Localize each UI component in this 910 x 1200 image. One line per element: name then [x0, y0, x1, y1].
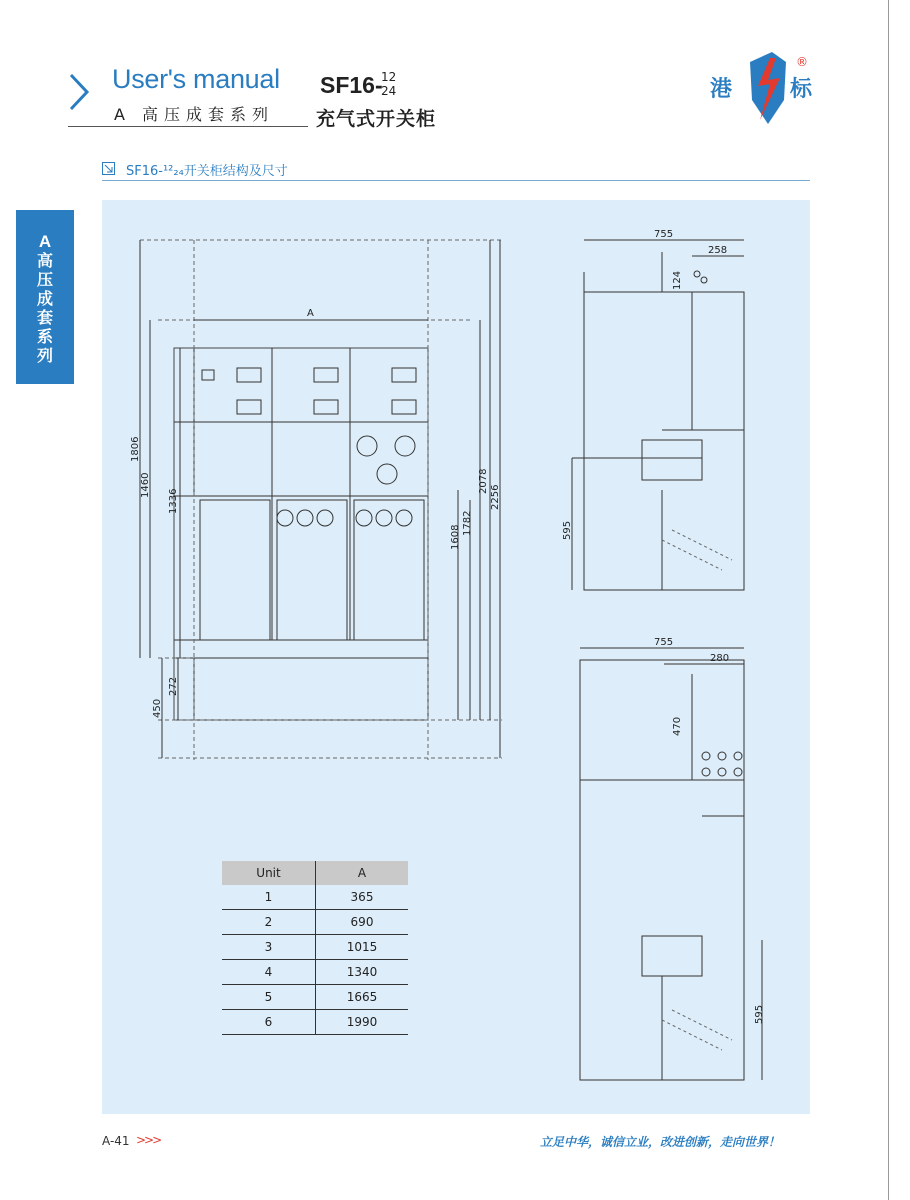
- table-cell-a: 1340: [316, 960, 409, 985]
- page-edge-line: [888, 0, 889, 1200]
- table-cell-unit: 6: [222, 1010, 316, 1035]
- dim-450: 450: [152, 698, 163, 718]
- dim-side-755: 755: [654, 229, 674, 240]
- dim-272: 272: [168, 676, 179, 696]
- page-number: A-41: [102, 1134, 130, 1148]
- switchgear-drawing: [102, 200, 810, 1114]
- model-voltage-bottom: 24: [381, 84, 397, 98]
- side-tab-letter: A: [38, 232, 52, 251]
- section-title: SF16-¹²₂₄开关柜结构及尺寸: [126, 164, 288, 179]
- table-cell-a: 1015: [316, 935, 409, 960]
- page-arrows: >>>: [136, 1133, 161, 1147]
- dim-side2-595: 595: [754, 1004, 765, 1024]
- svg-text:®: ®: [796, 55, 808, 69]
- dim-1336: 1336: [168, 488, 179, 514]
- arrow-box-icon: [102, 162, 115, 175]
- dim-2078: 2078: [478, 468, 489, 494]
- brand-logo: [710, 48, 820, 130]
- table-cell-unit: 1: [222, 885, 316, 910]
- table-row: [222, 885, 408, 910]
- dim-side2-755: 755: [654, 637, 674, 648]
- section-rule: [102, 180, 810, 181]
- table-cell-a: 1990: [316, 1010, 409, 1035]
- svg-text:港: 港: [710, 77, 733, 102]
- table-cell-a: 365: [316, 885, 409, 910]
- svg-text:标: 标: [790, 77, 813, 102]
- unit-width-table: [222, 861, 408, 1035]
- series-subtitle: A 高压成套系列: [114, 105, 275, 124]
- table-cell-unit: 4: [222, 960, 316, 985]
- model-voltage-top: 12: [381, 70, 397, 84]
- table-row: [222, 985, 408, 1010]
- dim-1460: 1460: [140, 472, 151, 498]
- front-cabinet-outline: [174, 348, 428, 720]
- table-header-row: [222, 861, 408, 885]
- table-row: [222, 935, 408, 960]
- table-header-unit: Unit: [222, 861, 316, 885]
- model-description: 充气式开关柜: [316, 108, 437, 130]
- table-row: [222, 910, 408, 935]
- header-rule: [68, 126, 308, 127]
- table-cell-unit: 5: [222, 985, 316, 1010]
- dim-1608: 1608: [450, 524, 461, 550]
- dim-side2-470: 470: [672, 716, 683, 736]
- dim-side-124: 124: [672, 270, 683, 290]
- dim-top-width: A: [307, 308, 314, 319]
- table-cell-a: 1665: [316, 985, 409, 1010]
- table-cell-a: 690: [316, 910, 409, 935]
- company-slogan: 立足中华，诚信立业，改进创新，走向世界！: [540, 1135, 781, 1149]
- chevron-right-icon: [68, 72, 90, 112]
- table-cell-unit: 2: [222, 910, 316, 935]
- table-row: [222, 1010, 408, 1035]
- model-name: SF16-: [320, 72, 383, 98]
- side-tab-label: 高压成套系列: [36, 251, 53, 365]
- dim-2256: 2256: [490, 484, 501, 510]
- dim-1782: 1782: [462, 510, 473, 536]
- dim-side-595: 595: [562, 520, 573, 540]
- table-row: [222, 960, 408, 985]
- table-cell-unit: 3: [222, 935, 316, 960]
- dim-side2-280: 280: [710, 653, 730, 664]
- manual-title: User's manual: [112, 64, 280, 94]
- dim-side-258: 258: [708, 245, 728, 256]
- side-tab: [16, 210, 74, 384]
- dim-1806: 1806: [130, 436, 141, 462]
- table-header-a: A: [316, 861, 409, 885]
